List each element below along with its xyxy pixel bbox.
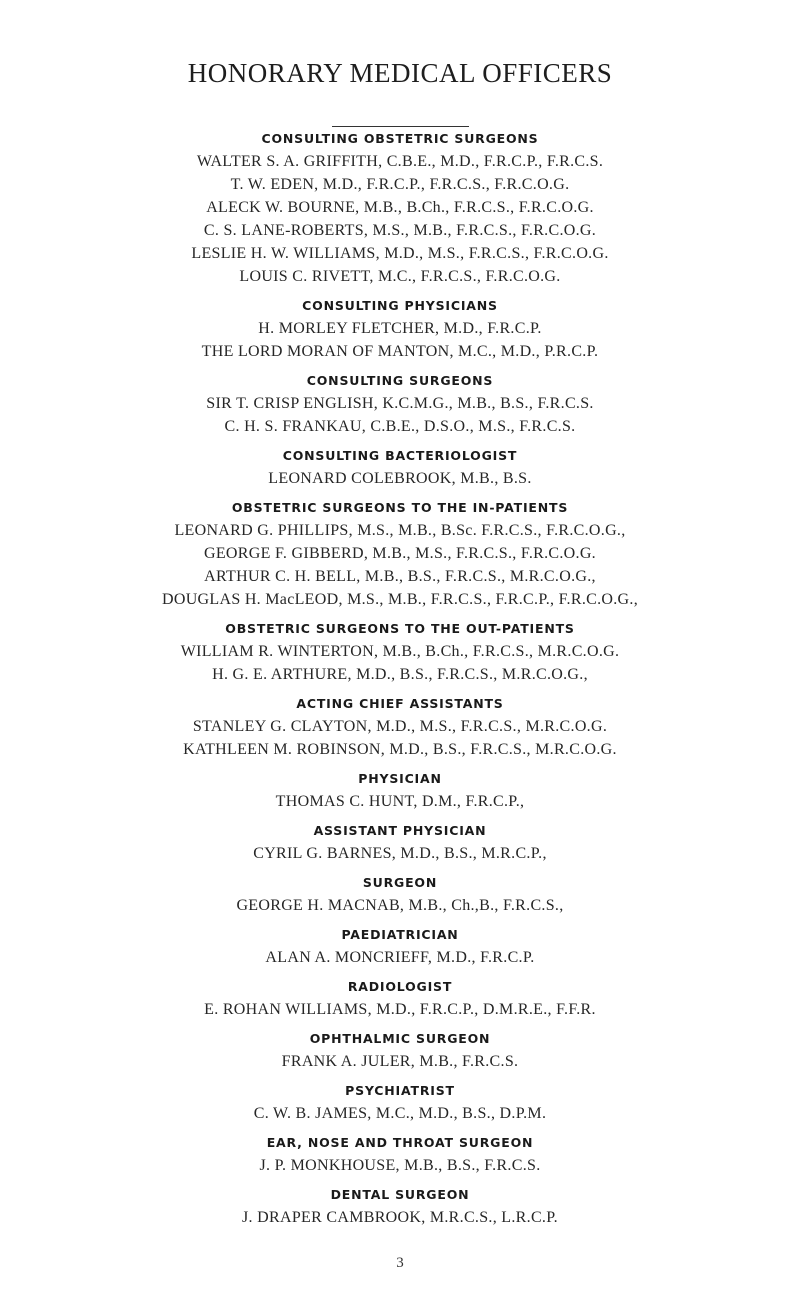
officer-entry: SIR T. CRISP ENGLISH, K.C.M.G., M.B., B.S., F.R.C.S. [206, 395, 594, 412]
section-heading: ASSISTANT PHYSICIAN [313, 823, 487, 838]
officer-section [0, 497, 800, 611]
officer-section [0, 693, 800, 761]
officer-entry: H. G. E. ARTHURE, M.D., B.S., F.R.C.S., M.R.C.O.G., [212, 666, 588, 683]
officer-section [0, 618, 800, 686]
officer-entry: LESLIE H. W. WILLIAMS, M.D., M.S., F.R.C.S., F.R.C.O.G. [191, 245, 609, 262]
officer-entry: C. S. LANE-ROBERTS, M.S., M.B., F.R.C.S., F.R.C.O.G. [203, 222, 597, 239]
officer-section [0, 924, 800, 969]
officer-entry: ALECK W. BOURNE, M.B., B.Ch., F.R.C.S., F.R.C.O.G. [206, 199, 594, 216]
officer-entry: J. DRAPER CAMBROOK, M.R.C.S., L.R.C.P. [242, 1209, 558, 1226]
officer-entry: E. ROHAN WILLIAMS, M.D., F.R.C.P., D.M.R.E., F.F.R. [204, 1001, 596, 1018]
officer-entry: LOUIS C. RIVETT, M.C., F.R.C.S., F.R.C.O.G. [239, 268, 561, 285]
officer-entry: ALAN A. MONCRIEFF, M.D., F.R.C.P. [265, 949, 535, 966]
officer-entry: C. W. B. JAMES, M.C., M.D., B.S., D.P.M. [253, 1105, 547, 1122]
officer-entry: FRANK A. JULER, M.B., F.R.C.S. [281, 1053, 519, 1070]
section-heading: EAR, NOSE AND THROAT SURGEON [266, 1135, 534, 1150]
section-heading: ACTING CHIEF ASSISTANTS [296, 696, 504, 711]
section-heading: DENTAL SURGEON [330, 1187, 470, 1202]
page-number: 3 [396, 1255, 404, 1271]
page-title: HONORARY MEDICAL OFFICERS [187, 58, 613, 88]
section-heading: CONSULTING PHYSICIANS [302, 298, 498, 313]
section-heading: PHYSICIAN [358, 771, 442, 786]
officer-entry: ARTHUR C. H. BELL, M.B., B.S., F.R.C.S., M.R.C.O.G., [204, 568, 596, 585]
section-heading: OPHTHALMIC SURGEON [309, 1031, 491, 1046]
officer-section [0, 820, 800, 865]
officer-entry: THOMAS C. HUNT, D.M., F.R.C.P., [275, 793, 525, 810]
officer-section [0, 1028, 800, 1073]
officer-entry: WILLIAM R. WINTERTON, M.B., B.Ch., F.R.C.S., M.R.C.O.G. [180, 643, 620, 660]
officer-section [0, 976, 800, 1021]
officer-entry: J. P. MONKHOUSE, M.B., B.S., F.R.C.S. [259, 1157, 541, 1174]
officer-entry: GEORGE H. MACNAB, M.B., Ch.,B., F.R.C.S., [236, 897, 564, 914]
officer-section [0, 1184, 800, 1229]
officer-section [0, 768, 800, 813]
section-heading: PSYCHIATRIST [345, 1083, 455, 1098]
officer-entry: H. MORLEY FLETCHER, M.D., F.R.C.P. [258, 320, 542, 337]
officer-entry: LEONARD G. PHILLIPS, M.S., M.B., B.Sc. F.R.C.S., F.R.C.O.G., [174, 522, 626, 539]
officer-entry: GEORGE F. GIBBERD, M.B., M.S., F.R.C.S., F.R.C.O.G. [204, 545, 596, 562]
officer-entry: KATHLEEN M. ROBINSON, M.D., B.S., F.R.C.S., M.R.C.O.G. [183, 741, 617, 758]
officer-section [0, 128, 800, 288]
officer-section [0, 445, 800, 490]
section-heading: SURGEON [362, 875, 438, 890]
title-divider [332, 126, 469, 127]
section-heading: RADIOLOGIST [347, 979, 453, 994]
section-heading: PAEDIATRICIAN [341, 927, 459, 942]
section-heading: CONSULTING OBSTETRIC SURGEONS [261, 131, 539, 146]
officer-section [0, 872, 800, 917]
officer-section [0, 1132, 800, 1177]
section-heading: CONSULTING BACTERIOLOGIST [282, 448, 518, 463]
officers-list [0, 128, 800, 1229]
officer-entry: LEONARD COLEBROOK, M.B., B.S. [268, 470, 532, 487]
officer-section [0, 370, 800, 438]
officer-entry: STANLEY G. CLAYTON, M.D., M.S., F.R.C.S., M.R.C.O.G. [192, 718, 608, 735]
section-heading: OBSTETRIC SURGEONS TO THE IN-PATIENTS [231, 500, 569, 515]
officer-entry: CYRIL G. BARNES, M.D., B.S., M.R.C.P., [253, 845, 547, 862]
officer-entry: WALTER S. A. GRIFFITH, C.B.E., M.D., F.R.C.P., F.R.C.S. [196, 153, 604, 170]
officer-entry: THE LORD MORAN OF MANTON, M.C., M.D., P.R.C.P. [201, 343, 599, 360]
officer-entry: C. H. S. FRANKAU, C.B.E., D.S.O., M.S., F.R.C.S. [224, 418, 576, 435]
section-heading: CONSULTING SURGEONS [306, 373, 494, 388]
officer-entry: T. W. EDEN, M.D., F.R.C.P., F.R.C.S., F.R.C.O.G. [230, 176, 570, 193]
section-heading: OBSTETRIC SURGEONS TO THE OUT-PATIENTS [225, 621, 575, 636]
officer-section [0, 1080, 800, 1125]
officer-section [0, 295, 800, 363]
officer-entry: DOUGLAS H. MacLEOD, M.S., M.B., F.R.C.S., F.R.C.P., F.R.C.O.G., [161, 591, 639, 608]
